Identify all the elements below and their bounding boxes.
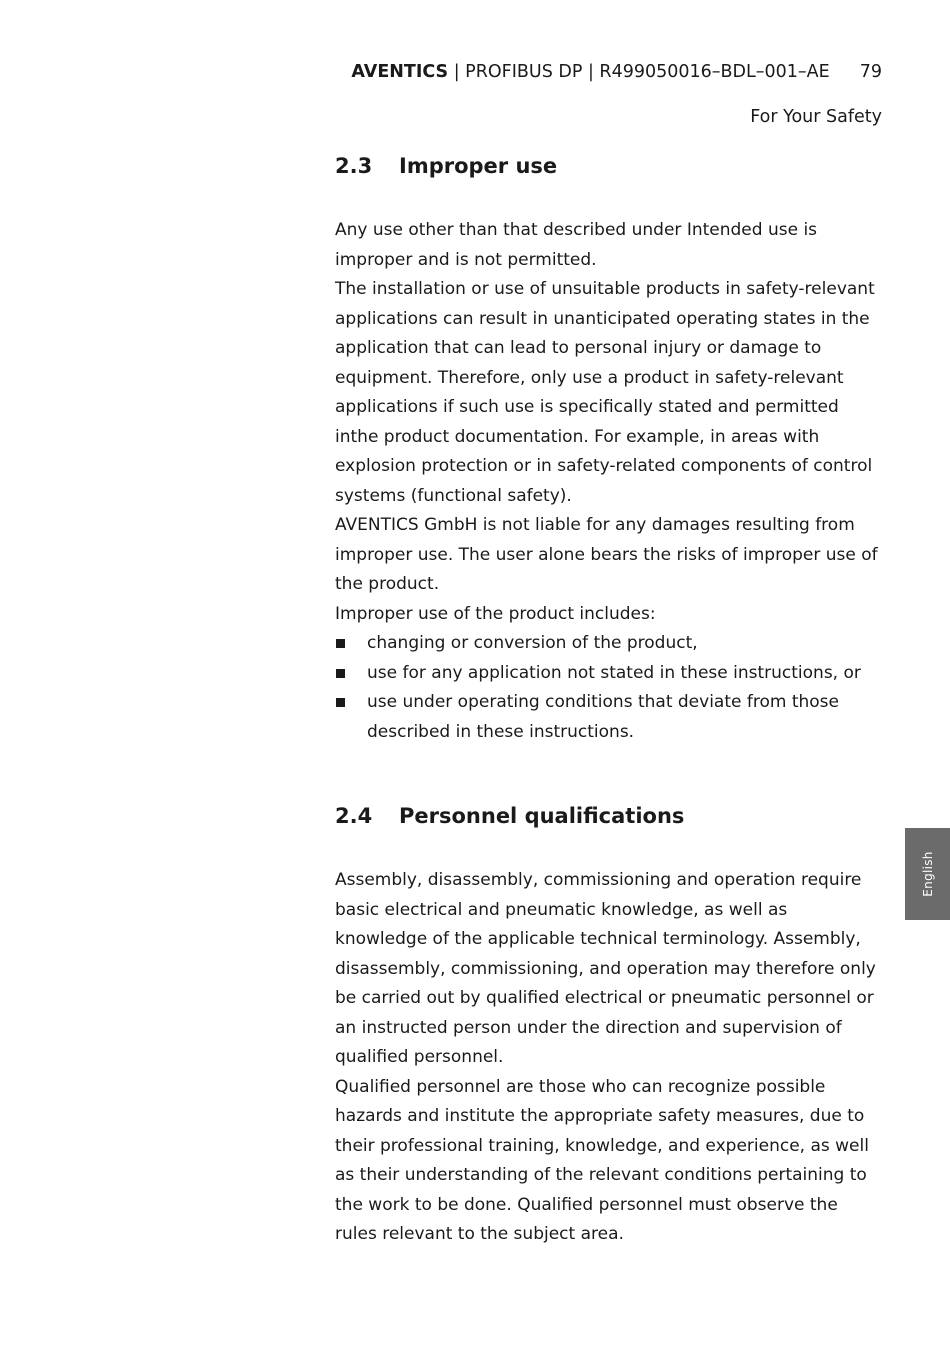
list-item-text: use under operating conditions that deviate from those described in these instructions. (367, 692, 839, 742)
paragraph: Improper use of the product includes: (335, 603, 656, 624)
section-personnel-qualifications (335, 800, 883, 1250)
language-tab (905, 828, 950, 920)
page-header (335, 62, 882, 82)
square-bullet-icon (336, 698, 345, 707)
paragraph: AVENTICS GmbH is not liable for any damages resulting from improper use. The user alone bears the risks of improper use of the product. (335, 515, 878, 594)
language-tab-label: English (920, 851, 935, 897)
list-item (335, 688, 883, 747)
section-number: 2.3 (335, 154, 373, 178)
section-heading (335, 150, 883, 182)
section-heading (335, 800, 883, 832)
square-bullet-icon (336, 639, 345, 648)
paragraph: The installation or use of unsuitable products in safety-relevant applications can result in unanticipated operating states in the application that can lead to personal injury or damage to equipment. Therefore, only use a product in safety-relevant applications if such use is specifically stated and permitted inthe product documentation. For example, in areas with explosion protection or in safety-related components of control systems (functional safety). (335, 279, 875, 506)
paragraph: Any use other than that described under Intended use is improper and is not permitted. (335, 220, 818, 270)
improper-use-list (335, 629, 883, 747)
list-item-text: use for any application not stated in these instructions, or (367, 662, 861, 683)
list-item (335, 629, 883, 659)
section-improper-use (335, 150, 883, 747)
section-title: Improper use (399, 154, 558, 178)
paragraph: Assembly, disassembly, commissioning and operation require basic electrical and pneumatic knowledge, as well as knowledge of the applicable technical terminology. Assembly, disassembly, commissioning, and operation may therefore only be carried out by qualified electrical or pneumatic personnel or an instructed person under the direction and supervision of qualified personnel. (335, 870, 876, 1067)
page-number: 79 (859, 62, 882, 82)
section-number: 2.4 (335, 804, 373, 828)
brand-name: AVENTICS (351, 62, 449, 82)
list-item-text: changing or conversion of the product, (367, 633, 698, 653)
chapter-title: For Your Safety (750, 107, 882, 127)
paragraph: Qualified personnel are those who can recognize possible hazards and institute the appropriate safety measures, due to their professional training, knowledge, and experience, as well as their understanding of the relevant conditions pertaining to the work to be done. Qualified personnel must observe the rules relevant to the subject area. (335, 1076, 869, 1244)
document-info: | PROFIBUS DP | R499050016–BDL–001–AE (448, 62, 830, 82)
section-title: Personnel qualifications (399, 804, 685, 828)
list-item (335, 659, 883, 689)
square-bullet-icon (336, 669, 345, 678)
